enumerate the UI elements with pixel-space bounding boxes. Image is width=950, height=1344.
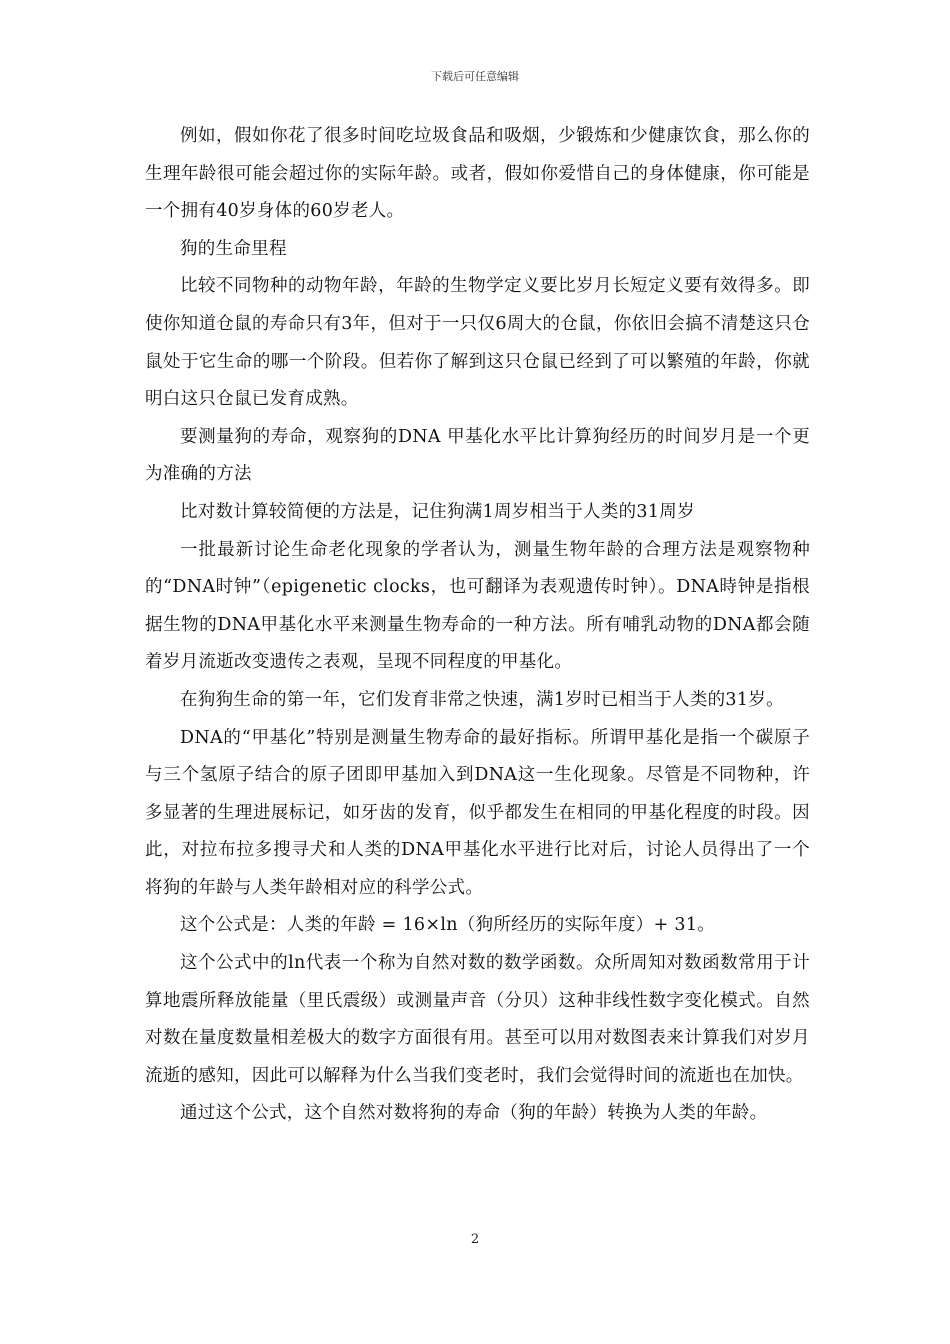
paragraph: DNA的“甲基化”特别是测量生物寿命的最好指标。所谓甲基化是指一个碳原子与三个氢原子结合的原子团即甲基加入到DNA这一生化现象。尽管是不同物种，许多显著的生理进展标记，如牙齿的发育，似乎都发生在相同的甲基化程度的时段。因此，对拉布拉多搜寻犬和人类的DNA甲基化水平进行比对后，讨论人员得出了一个将狗的年龄与人类年龄相对应的科学公式。 xyxy=(145,727,810,898)
paragraph: 这个公式中的ln代表一个称为自然对数的数学函数。众所周知对数函数常用于计算地震所释放能量（里氏震级）或测量声音（分贝）这种非线性数字变化模式。自然对数在量度数量相差极大的数字方面很有用。甚至可以用对数图表来计算我们对岁月流逝的感知，因此可以解释为什么当我们变老时，我们会觉得时间的流逝也在加快。 xyxy=(145,953,810,1086)
body-text xyxy=(145,118,810,1133)
page-number: 2 xyxy=(470,1232,480,1247)
paragraph: 比较不同物种的动物年龄，年龄的生物学定义要比岁月长短定义要有效得多。即使你知道仓鼠的寿命只有3年，但对于一只仅6周大的仓鼠，你依旧会搞不清楚这只仓鼠处于它生命的哪一个阶段。但若你了解到这只仓鼠已经到了可以繁殖的年龄，你就明白这只仓鼠已发育成熟。 xyxy=(145,276,810,410)
paragraph: 例如，假如你花了很多时间吃垃圾食品和吸烟，少锻炼和少健康饮食，那么你的生理年龄很可能会超过你的实际年龄。或者，假如你爱惜自己的身体健康，你可能是一个拥有40岁身体的60岁老人。 xyxy=(145,126,810,222)
formula-paragraph: 这个公式是：人类的年龄 = 16×ln（狗所经历的实际年度）+ 31。 xyxy=(180,915,716,936)
paragraph: 比对数计算较简便的方法是，记住狗满1周岁相当于人类的31周岁 xyxy=(180,501,695,522)
section-heading: 狗的生命里程 xyxy=(180,238,287,259)
paragraph: 在狗狗生命的第一年，它们发育非常之快速，满1岁时已相当于人类的31岁。 xyxy=(180,689,784,710)
paragraph: 一批最新讨论生命老化现象的学者认为，测量生物年龄的合理方法是观察物种的“DNA时钟”（epigenetic clocks，也可翻译为表观遗传时钟）。DNA時钟是指根据生物的DNA甲基化水平来测量生物寿命的一种方法。所有哺乳动物的DNA都会随着岁月流逝改变遗传之表观，呈现不同程度的甲基化。 xyxy=(145,539,810,673)
page-header: 下载后可任意编辑 xyxy=(431,70,519,83)
paragraph: 要测量狗的寿命，观察狗的DNA 甲基化水平比计算狗经历的时间岁月是一个更为准确的方法 xyxy=(145,426,810,485)
paragraph: 通过这个公式，这个自然对数将狗的寿命（狗的年龄）转换为人类的年龄。 xyxy=(180,1103,768,1124)
